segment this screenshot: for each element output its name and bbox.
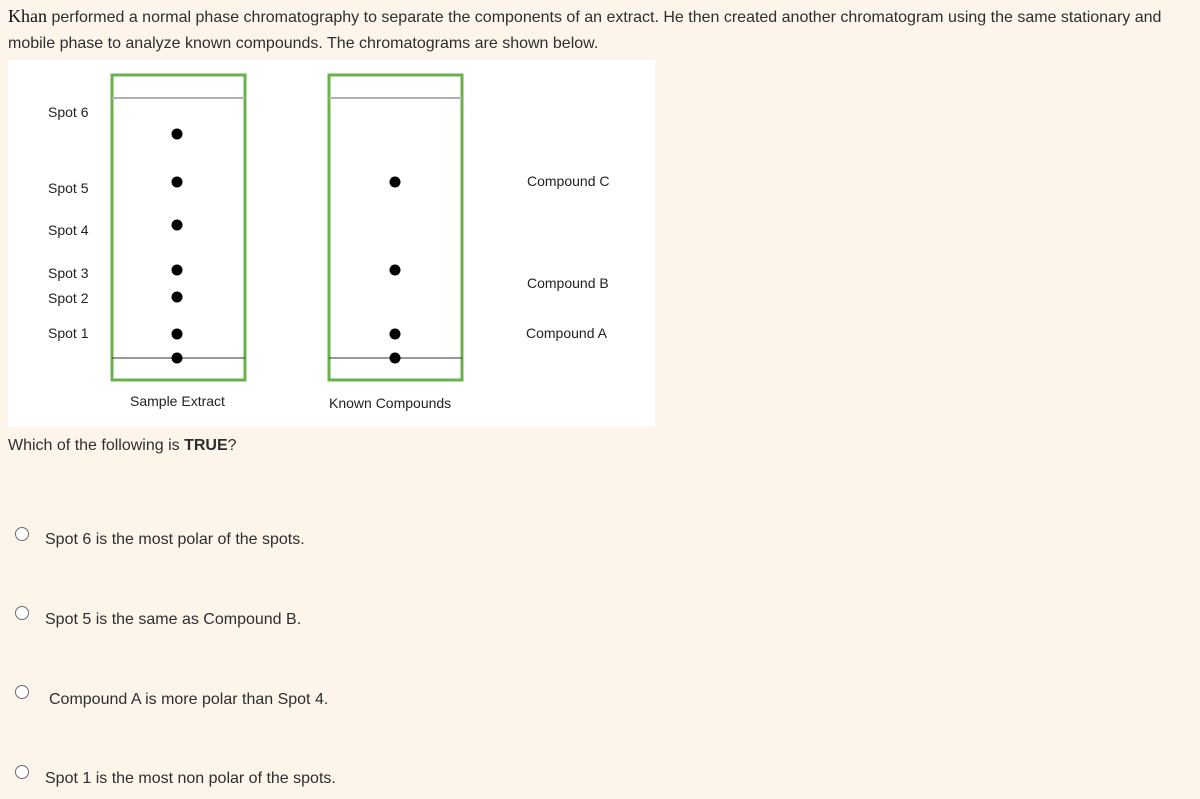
known-spot-b xyxy=(390,265,401,276)
sample-spot-6 xyxy=(172,129,183,140)
sample-plate xyxy=(112,75,245,380)
label-compound-c: Compound C xyxy=(527,173,610,189)
question-stem xyxy=(8,3,1198,57)
stem-text: performed a normal phase chromatography to separate the components of an extract. He then created another chromatogram using the same stationary and mobile phase to analyze known compounds. The chromatograms are shown below. xyxy=(8,9,1162,52)
radio-button[interactable] xyxy=(15,527,29,541)
answer-option-1[interactable] xyxy=(0,522,600,562)
radio-button[interactable] xyxy=(15,606,29,620)
label-compound-b: Compound B xyxy=(527,275,609,291)
option-label: Spot 5 is the same as Compound B. xyxy=(45,611,302,628)
option-label: Spot 6 is the most polar of the spots. xyxy=(45,531,305,548)
question-prompt xyxy=(8,437,237,455)
sample-spot-4 xyxy=(172,220,183,231)
sample-origin-spot xyxy=(172,353,183,364)
label-spot-6: Spot 6 xyxy=(48,104,89,120)
known-spot-c xyxy=(390,177,401,188)
question-prefix: Which of the following is xyxy=(8,437,185,454)
radio-button[interactable] xyxy=(15,685,29,699)
answer-option-4[interactable] xyxy=(0,759,600,799)
compound-labels xyxy=(526,173,610,341)
spot-labels xyxy=(48,104,89,341)
answer-option-2[interactable] xyxy=(0,601,600,641)
label-spot-5: Spot 5 xyxy=(48,180,89,196)
question-suffix: ? xyxy=(227,437,237,454)
known-spot-a xyxy=(390,329,401,340)
label-spot-4: Spot 4 xyxy=(48,222,89,238)
student-name: Khan xyxy=(8,6,47,26)
label-spot-1: Spot 1 xyxy=(48,325,89,341)
sample-spot-3 xyxy=(172,265,183,276)
known-origin-spot xyxy=(390,353,401,364)
label-spot-2: Spot 2 xyxy=(48,290,89,306)
question-emphasis: TRUE xyxy=(184,437,228,454)
sample-spot-2 xyxy=(172,292,183,303)
option-label: Spot 1 is the most non polar of the spots. xyxy=(45,770,336,787)
answer-option-3[interactable] xyxy=(0,681,600,721)
known-plate xyxy=(329,75,462,380)
radio-button[interactable] xyxy=(15,765,29,779)
chromatogram-figure xyxy=(8,60,655,427)
caption-sample-extract: Sample Extract xyxy=(130,393,225,409)
caption-known-compounds: Known Compounds xyxy=(329,395,452,411)
sample-spot-5 xyxy=(172,177,183,188)
label-spot-3: Spot 3 xyxy=(48,265,89,281)
option-label: Compound A is more polar than Spot 4. xyxy=(49,691,329,708)
sample-spot-1 xyxy=(172,329,183,340)
label-compound-a: Compound A xyxy=(526,325,607,341)
